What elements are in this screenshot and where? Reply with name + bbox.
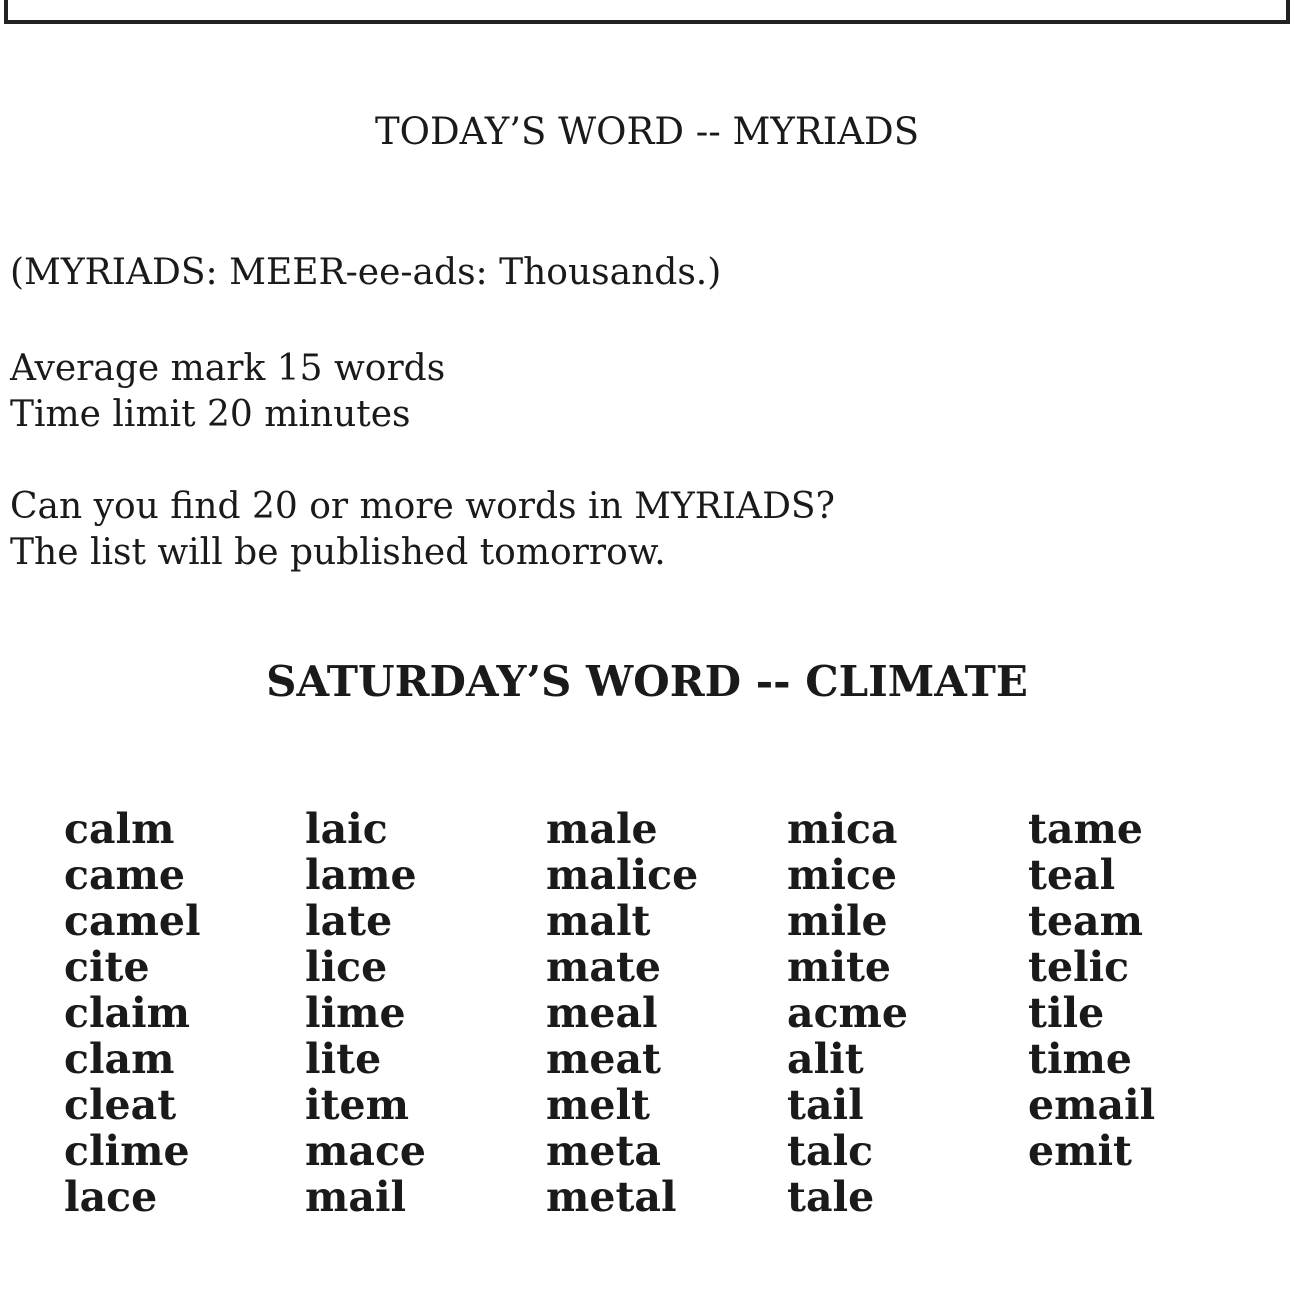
solution-word: email [1028,1081,1156,1129]
solution-word: mice [787,851,898,899]
solution-word: cite [64,943,150,991]
solution-word: mile [787,897,888,945]
top-border-box [4,0,1290,24]
solution-word: tale [787,1173,875,1221]
solution-word: tile [1028,989,1105,1037]
word-column-4 [787,806,1028,1220]
solution-word: tame [1028,805,1143,853]
solution-word: talc [787,1127,874,1175]
solution-word: tail [787,1081,864,1129]
solution-word: clam [64,1035,175,1083]
solution-word: lite [305,1035,382,1083]
puzzle-stats [10,346,445,438]
solution-word: late [305,897,393,945]
word-definition: (MYRIADS: MEER-ee-ads: Thousands.) [10,252,722,293]
solution-word: male [546,805,658,853]
word-column-3 [546,806,787,1220]
solution-word: acme [787,989,908,1037]
word-column-2 [305,806,546,1220]
solution-word: meta [546,1127,661,1175]
solution-word: meat [546,1035,661,1083]
solution-word: calm [64,805,175,853]
solution-word: camel [64,897,201,945]
solution-word: malt [546,897,651,945]
solution-word: clime [64,1127,190,1175]
solution-word: time [1028,1035,1132,1083]
solution-word: lice [305,943,388,991]
solution-word: teal [1028,851,1116,899]
publish-note: The list will be published tomorrow. [10,532,666,573]
solution-word: item [305,1081,409,1129]
solution-word: mica [787,805,898,853]
solution-word: lace [64,1173,158,1221]
solution-word: metal [546,1173,677,1221]
solution-word: melt [546,1081,650,1129]
solution-word: meal [546,989,658,1037]
solution-word: mace [305,1127,426,1175]
solution-word: mate [546,943,661,991]
solution-word: team [1028,897,1143,945]
time-limit: Time limit 20 minutes [10,394,411,435]
solution-word: mail [305,1173,407,1221]
challenge-question: Can you find 20 or more words in MYRIADS? [10,486,835,527]
solution-word: mite [787,943,891,991]
solution-word: laic [305,805,388,853]
solution-word: lame [305,851,417,899]
solution-word: cleat [64,1081,177,1129]
solution-word: came [64,851,185,899]
saturdays-word-heading: SATURDAY’S WORD -- CLIMATE [266,657,1028,706]
challenge-text [10,484,835,576]
solution-word: alit [787,1035,864,1083]
solution-word: malice [546,851,699,899]
solution-word: lime [305,989,406,1037]
solution-word: telic [1028,943,1130,991]
solution-word: claim [64,989,191,1037]
average-mark: Average mark 15 words [10,348,446,389]
solution-word: emit [1028,1127,1132,1175]
word-column-5 [1028,806,1269,1220]
word-column-1 [64,806,305,1220]
solution-word-grid [64,806,1269,1220]
todays-word-heading: TODAY’S WORD -- MYRIADS [374,110,920,153]
